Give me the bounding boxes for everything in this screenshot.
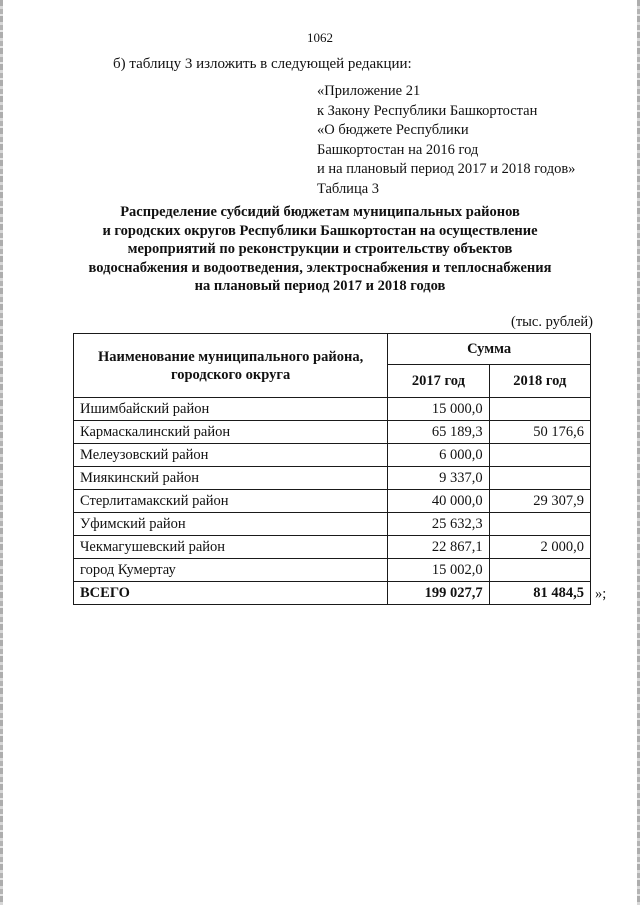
header-2018: 2018 год [489, 365, 590, 398]
total-2017: 199 027,7 [388, 582, 489, 605]
row-2018: 50 176,6 [489, 421, 590, 444]
heading-line: Распределение субсидий бюджетам муниципальных районов [120, 204, 520, 220]
units-label: (тыс. рублей) [511, 314, 593, 330]
heading-line: и городских округов Республики Башкортостан на осуществление [102, 222, 538, 239]
appendix-block [317, 82, 575, 199]
heading-line: мероприятий по реконструкции и строительству объектов [127, 241, 513, 258]
header-name: Наименование муниципального района, городского округа [74, 334, 388, 398]
row-2017: 65 189,3 [388, 421, 489, 444]
total-2018: 81 484,5 [489, 582, 590, 605]
document-heading [60, 203, 580, 296]
table-row [74, 559, 591, 582]
row-2018 [489, 467, 590, 490]
row-2017: 9 337,0 [388, 467, 489, 490]
row-name: Кармаскалинский район [74, 421, 388, 444]
heading-line: водоснабжения и водоотведения, электроснабжения и теплоснабжения [88, 259, 552, 276]
row-name: Стерлитамакский район [74, 490, 388, 513]
row-2018 [489, 513, 590, 536]
row-2018 [489, 444, 590, 467]
row-name: Миякинский район [74, 467, 388, 490]
row-name: Чекмагушевский район [74, 536, 388, 559]
row-2017: 15 002,0 [388, 559, 489, 582]
closing-quote-mark: »; [595, 586, 607, 602]
table-row [74, 398, 591, 421]
row-2017: 25 632,3 [388, 513, 489, 536]
appendix-line: Башкортостан на 2016 год [317, 141, 479, 158]
subsidy-table [73, 333, 591, 605]
row-2017: 22 867,1 [388, 536, 489, 559]
header-sum: Сумма [388, 334, 591, 365]
heading-line: на плановый период 2017 и 2018 годов [194, 278, 446, 295]
table-row [74, 421, 591, 444]
row-name: Ишимбайский район [74, 398, 388, 421]
table-row [74, 536, 591, 559]
page-number: 1062 [307, 30, 333, 45]
row-name: Уфимский район [74, 513, 388, 536]
total-label: ВСЕГО [74, 582, 388, 605]
instruction-text: б) таблицу 3 изложить в следующей редакции: [113, 56, 412, 72]
total-row [74, 582, 591, 605]
table-label: Таблица 3 [317, 180, 380, 197]
table-row [74, 444, 591, 467]
row-2018 [489, 398, 590, 421]
row-name: город Кумертау [74, 559, 388, 582]
row-2017: 40 000,0 [388, 490, 489, 513]
appendix-line: «О бюджете Республики [317, 122, 469, 138]
row-2018: 29 307,9 [489, 490, 590, 513]
row-2018 [489, 559, 590, 582]
table-row [74, 490, 591, 513]
header-2017: 2017 год [388, 365, 489, 398]
appendix-line: к Закону Республики Башкортостан [317, 102, 538, 119]
row-2017: 6 000,0 [388, 444, 489, 467]
row-2018: 2 000,0 [489, 536, 590, 559]
table-row [74, 513, 591, 536]
row-2017: 15 000,0 [388, 398, 489, 421]
scan-edge-left [0, 0, 3, 905]
appendix-line: и на плановый период 2017 и 2018 годов» [317, 161, 576, 177]
table-row [74, 467, 591, 490]
row-name: Мелеузовский район [74, 444, 388, 467]
appendix-line: «Приложение 21 [317, 83, 421, 99]
